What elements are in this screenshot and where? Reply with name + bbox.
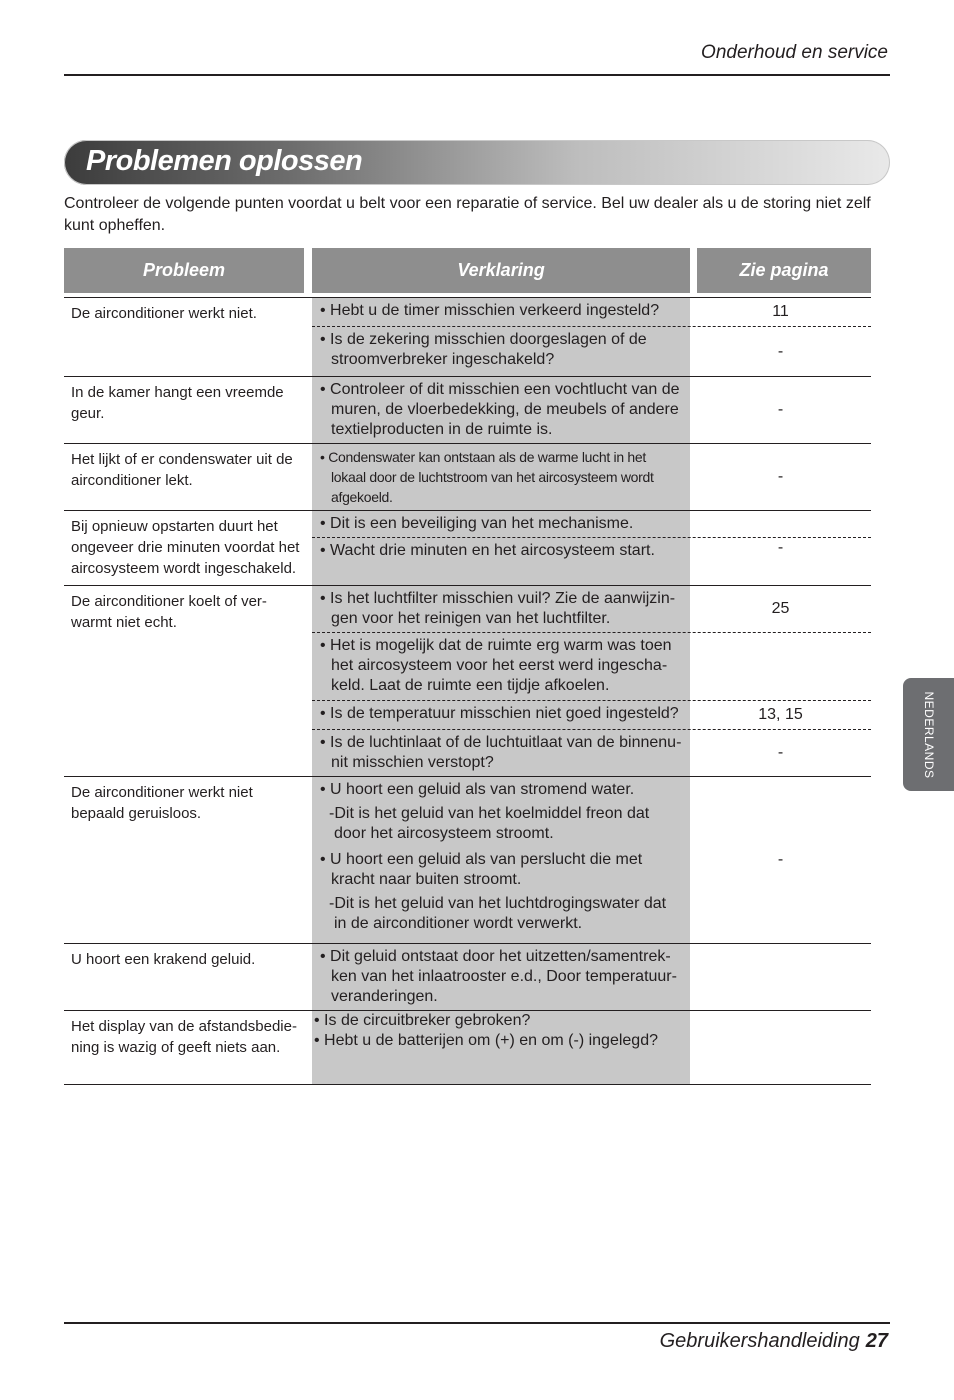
page-reference: 13, 15 <box>758 706 803 723</box>
table-body <box>64 297 871 1085</box>
explanation-item <box>312 944 871 1010</box>
explanation-line: • Controleer of dit misschien een vochtlucht van de muren, de vloerbedekking, de meubels of andere textielproducten in de ruimte is. <box>320 381 680 438</box>
explanation-item <box>312 444 871 510</box>
explanation-line: • Wacht drie minuten en het aircosysteem start. <box>320 542 655 559</box>
language-tab <box>903 678 954 791</box>
explanation-line: • Is de luchtinlaat of de luchtuitlaat van de binnenu-nit misschien verstopt? <box>320 734 682 771</box>
explanation-list <box>312 444 871 510</box>
problem-cell: Het display van de afstandsbedie-ning is wazig of geeft niets aan. <box>71 1018 297 1056</box>
header-problem: Probleem <box>64 248 304 293</box>
page-reference <box>690 944 871 1010</box>
explanation-item <box>312 730 871 776</box>
table-row <box>64 298 871 377</box>
explanation-text <box>312 586 690 632</box>
problem-cell: U hoort een krakend geluid. <box>71 951 256 968</box>
problem-cell: De airconditioner koelt of ver-warmt niet echt. <box>71 593 267 631</box>
explanation-line: • Is het luchtfilter misschien vuil? Zie de aanwijzin-gen voor het reinigen van het luchtfilter. <box>320 590 676 627</box>
explanation-text <box>312 538 690 564</box>
explanation-text <box>312 511 690 537</box>
explanation-text <box>312 730 690 776</box>
page-reference: 25 <box>771 600 790 617</box>
explanation-list <box>312 586 871 776</box>
explanation-line: • Dit geluid ontstaat door het uitzetten/samentrek-ken van het inlaatrooster e.d., Door temperatuur-veranderingen. <box>320 948 677 1005</box>
explanation-text <box>312 701 690 729</box>
table-row <box>64 1011 871 1085</box>
problem-cell: Bij opnieuw opstarten duurt het ongeveer drie minuten voordat het aircosysteem wordt ingeschakeld. <box>71 518 300 577</box>
explanation-text <box>312 777 690 847</box>
explanation-text <box>312 847 690 937</box>
explanation-text <box>312 1031 684 1051</box>
explanation-item <box>312 1011 871 1031</box>
explanation-line: • Het is mogelijk dat de ruimte erg warm was toen het aircosysteem voor het eerst werd ingescha-keld. Laat de ruimte een tijdje afkoelen. <box>320 637 672 694</box>
page-reference: - <box>777 401 784 418</box>
header-rule <box>64 74 890 76</box>
explanation-line: • Condenswater kan ontstaan als de warme lucht in het lokaal door de luchtstroom van het aircosysteem wordt afgekoeld. <box>320 449 654 505</box>
table-header <box>64 248 871 293</box>
explanation-item <box>312 377 871 443</box>
explanation-line: • Is de temperatuur misschien niet goed ingesteld? <box>320 705 679 722</box>
table-row <box>64 511 871 586</box>
page-reference: - <box>777 851 784 868</box>
table-row <box>64 586 871 777</box>
table-row <box>64 944 871 1011</box>
explanation-line: • U hoort een geluid als van stromend water. <box>320 781 635 798</box>
explanation-item <box>312 1031 871 1051</box>
explanation-text <box>312 444 690 510</box>
explanation-subnote: -Dit is het geluid van het luchtdrogingswater dat in de airconditioner wordt verwerkt. <box>329 895 667 932</box>
problem-cell: In de kamer hangt een vreemde geur. <box>71 384 284 422</box>
explanation-line: • Is de zekering misschien doorgeslagen of de stroomverbreker ingeschakeld? <box>320 331 647 368</box>
troubleshooting-table <box>64 248 871 1056</box>
page-reference: - <box>777 539 784 556</box>
explanation-list <box>312 377 871 443</box>
table-row <box>64 777 871 944</box>
page-reference: - <box>777 744 784 761</box>
explanation-subnote: -Dit is het geluid van het koelmiddel freon dat door het aircosysteem stroomt. <box>329 805 650 842</box>
explanation-text <box>312 633 690 700</box>
page-reference: 11 <box>772 303 789 320</box>
problem-cell: De airconditioner werkt niet bepaald geruisloos. <box>71 784 253 822</box>
table-row <box>64 444 871 511</box>
page-number: 27 <box>865 1330 888 1352</box>
explanation-item <box>312 298 871 327</box>
explanation-line: • Hebt u de batterijen om (+) en om (-) ingelegd? <box>314 1032 658 1049</box>
footer-title: Gebruikershandleiding <box>659 1330 860 1352</box>
explanation-line: • Hebt u de timer misschien verkeerd ingesteld? <box>320 302 660 319</box>
header-explanation: Verklaring <box>312 248 690 293</box>
explanation-text <box>312 298 690 326</box>
explanation-text <box>312 944 690 1010</box>
explanation-list <box>312 944 871 1010</box>
explanation-line: • U hoort een geluid als van perslucht die met kracht naar buiten stroomt. <box>320 851 643 888</box>
title-banner <box>64 140 890 185</box>
table-row <box>64 377 871 444</box>
explanation-text <box>312 327 690 376</box>
page-title: Problemen oplossen <box>86 145 363 177</box>
header-page: Zie pagina <box>697 248 871 293</box>
footer <box>660 1330 888 1353</box>
explanation-list <box>312 1011 871 1084</box>
explanation-list <box>312 298 871 376</box>
explanation-text <box>312 377 690 443</box>
explanation-item <box>312 586 871 633</box>
section-header: Onderhoud en service <box>701 42 888 63</box>
problem-cell: Het lijkt of er condenswater uit de airconditioner lekt. <box>71 451 293 489</box>
explanation-item <box>312 633 871 701</box>
explanation-text <box>312 1011 684 1031</box>
language-tab-label: NEDERLANDS <box>921 690 936 779</box>
intro-paragraph: Controleer de volgende punten voordat u belt voor een reparatie of service. Bel uw dealer als u de storing niet zelf kunt opheffen. <box>64 195 871 234</box>
page-reference: - <box>777 342 784 360</box>
explanation-line: • Is de circuitbreker gebroken? <box>314 1012 531 1029</box>
problem-cell: De airconditioner werkt niet. <box>71 305 257 322</box>
page-reference: - <box>777 468 784 485</box>
explanation-line: • Dit is een beveiliging van het mechanisme. <box>320 515 634 532</box>
explanation-item <box>312 701 871 730</box>
footer-rule <box>64 1322 890 1324</box>
explanation-item <box>312 327 871 376</box>
page-reference <box>690 633 871 700</box>
